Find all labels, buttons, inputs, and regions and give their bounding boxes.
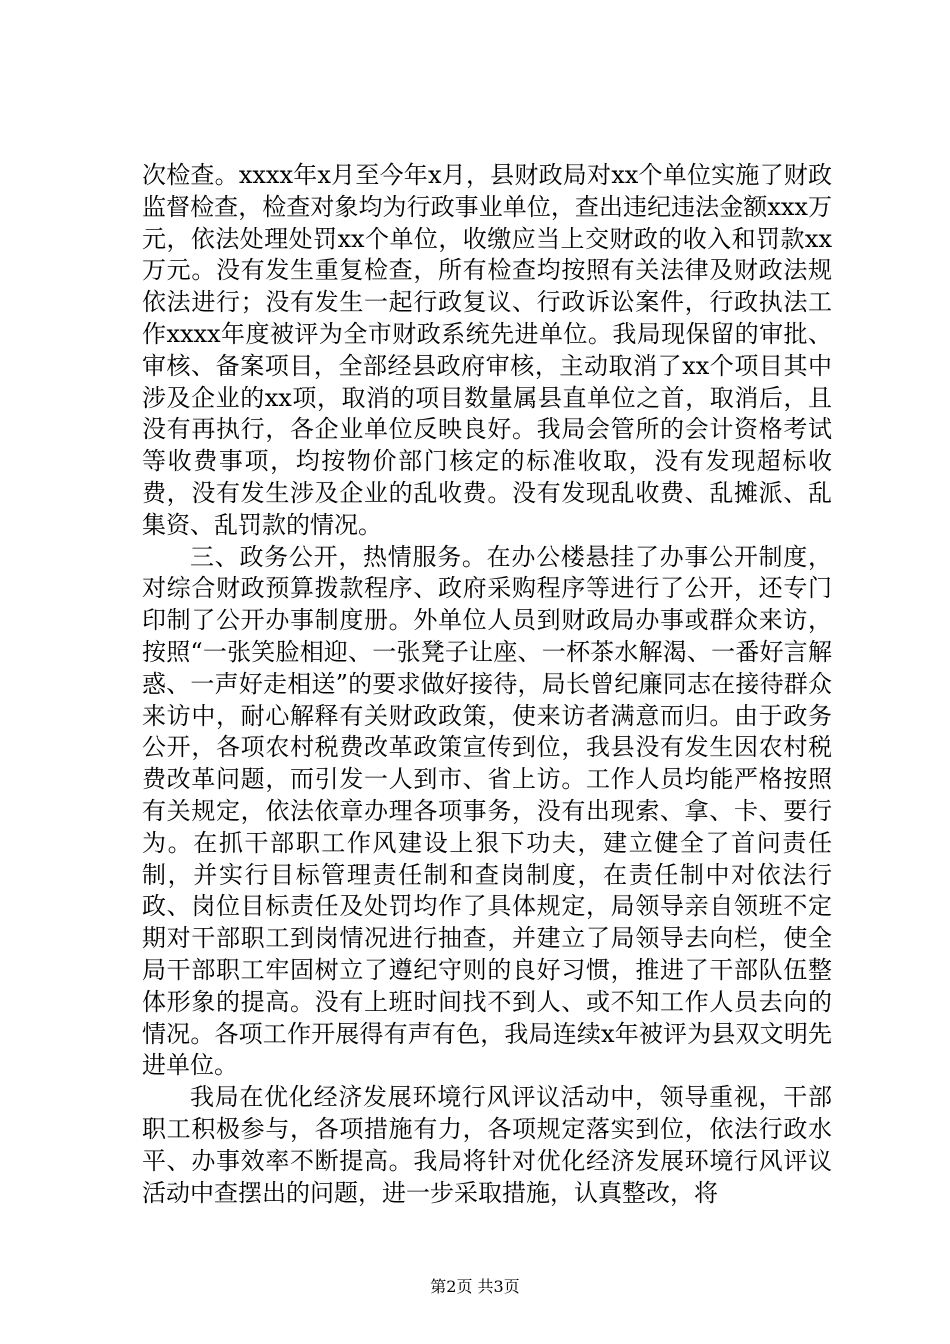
paragraph-conclusion: 我局在优化经济发展环境行风评议活动中，领导重视，干部职工积极参与，各项措施有力，各项规定落实到位，依法行政水平、办事效率不断提高。我局将针对优化经济发展环境行风评议活动中查摆出的问题，进一步采取措施，认真整改，将 bbox=[142, 1083, 832, 1207]
page-number-footer: 第2页 共3页 bbox=[430, 1277, 520, 1296]
document-body bbox=[142, 160, 832, 1209]
paragraph-section-three: 三、政务公开，热情服务。在办公楼悬挂了办事公开制度，对综合财政预算拨款程序、政府采购程序等进行了公开，还专门印制了公开办事制度册。外单位人员到财政局办事或群众来访，按照“一张笑脸相迎、一张凳子让座、一杯茶水解渴、一番好言解惑、一声好走相送”的要求做好接待，局长曾纪廉同志在接待群众来访中，耐心解释有关财政政策，使来访者满意而归。由于政务公开，各项农村税费改革政策宣传到位，我县没有发生因农村税费改革问题，而引发一人到市、省上访。工作人员均能严格按照有关规定，依法依章办理各项事务，没有出现索、拿、卡、要行为。在抓干部职工作风建设上狠下功夫，建立健全了首问责任制，并实行目标管理责任制和查岗制度，在责任制中对依法行政、岗位目标责任及处罚均作了具体规定，局领导亲自领班不定期对干部职工到岗情况进行抽查，并建立了局领导去向栏，使全局干部职工牢固树立了遵纪守则的良好习惯，推进了干部队伍整体形象的提高。没有上班时间找不到人、或不知工作人员去向的情况。各项工作开展得有声有色，我局连续x年被评为县双文明先进单位。 bbox=[142, 542, 832, 1080]
paragraph-continuation: 次检查。xxxx年x月至今年x月，县财政局对xx个单位实施了财政监督检查，检查对象均为行政事业单位，查出违纪违法金额xxx万元，依法处理处罚xx个单位，收缴应当上交财政的收入和罚款xx万元。没有发生重复检查，所有检查均按照有关法律及财政法规依法进行；没有发生一起行政复议、行政诉讼案件，行政执法工作xxxx年度被评为全市财政系统先进单位。我局现保留的审批、审核、备案项目，全部经县政府审核，主动取消了xx个项目其中涉及企业的xx项，取消的项目数量属县直单位之首，取消后，且没有再执行，各企业单位反映良好。我局会管所的会计资格考试等收费事项，均按物价部门核定的标准收取，没有发现超标收费，没有发生涉及企业的乱收费。没有发现乱收费、乱摊派、乱集资、乱罚款的情况。 bbox=[142, 161, 832, 539]
